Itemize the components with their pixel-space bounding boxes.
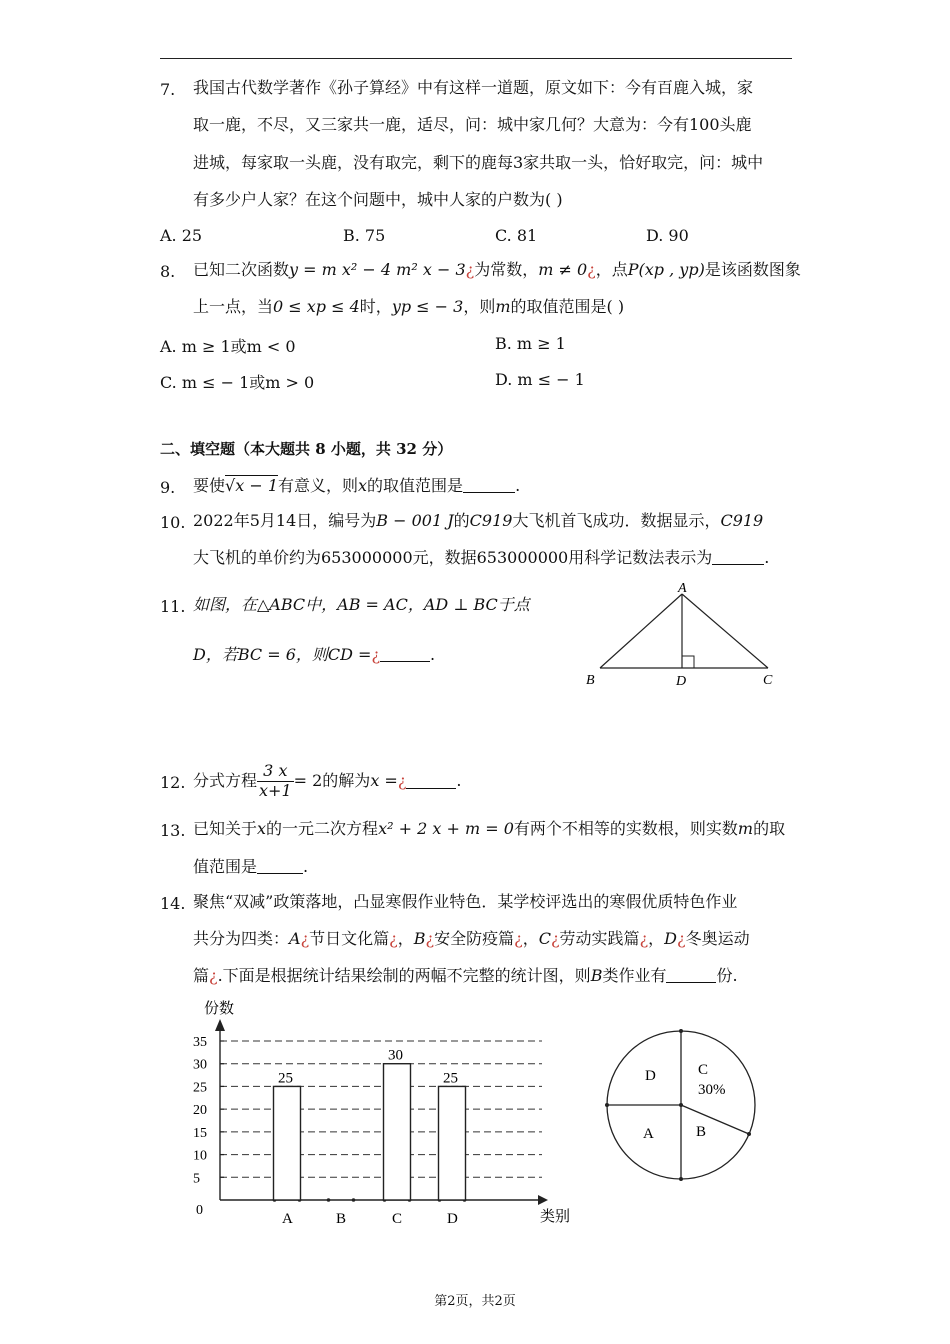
y-tick-label: 30: [193, 1057, 207, 1073]
y-tick-label: 25: [193, 1080, 207, 1096]
answer-blank[interactable]: [406, 774, 456, 789]
question-text-line: [193, 859, 308, 875]
text: 份.: [716, 966, 738, 985]
text: 的取: [753, 819, 786, 838]
variable: B: [590, 966, 603, 985]
question-text-line: [193, 478, 520, 494]
category-text: 安全防疫篇: [434, 929, 515, 948]
option-b: B. 75: [343, 226, 386, 245]
x-axis-arrow: [538, 1195, 548, 1205]
text: 值范围是: [193, 857, 258, 876]
question-number: 9.: [160, 478, 176, 497]
formula: y = m x² − 4 m² x − 3: [289, 260, 466, 279]
variable: x =: [370, 771, 398, 790]
code: B − 001 J: [376, 511, 454, 530]
question-text-line: 我国古代数学著作《孙子算经》中有这样一道题，原文如下：今有百鹿入城，家: [193, 78, 754, 97]
text: 篇: [193, 966, 210, 985]
question-text-line: [193, 550, 769, 566]
bar-value-label: 25: [278, 1070, 293, 1087]
text: 的取值范围是: [367, 476, 464, 495]
question-text-line: [193, 262, 801, 278]
text: 已知二次函数: [193, 260, 290, 279]
y-tick-label: 15: [193, 1125, 207, 1141]
question-text-line: 有多少户人家？在这个问题中，城中人家的户数为( ): [193, 190, 563, 209]
glyph-mark: ¿: [550, 929, 560, 948]
y-tick-label: 20: [193, 1103, 207, 1119]
text: 是该函数图象: [704, 260, 801, 279]
text: 有意义，则: [278, 476, 359, 495]
category-letter: B: [413, 929, 426, 948]
glyph-mark: ¿: [676, 929, 686, 948]
glyph-mark: ¿: [639, 929, 649, 948]
pie-chart: [600, 1025, 760, 1185]
page-footer: 第2页，共2页: [434, 1294, 516, 1309]
bar-D: [439, 1086, 466, 1200]
pie-divider-c-b: [681, 1105, 749, 1134]
pie-point: [679, 1103, 683, 1107]
question-text-line: [193, 513, 763, 529]
text: 分式方程: [193, 771, 258, 790]
x-tick-point: [327, 1198, 331, 1202]
condition: 0 ≤ xp ≤ 4: [273, 297, 360, 316]
question-text-line: [193, 758, 462, 804]
slice-label-a: A: [643, 1126, 654, 1142]
right-angle-mark: [682, 656, 694, 668]
text: .: [430, 645, 436, 664]
side-ab: [600, 594, 682, 668]
question-number: 8.: [160, 262, 176, 281]
text: 有两个不相等的实数根，则实数: [513, 819, 738, 838]
condition: yp ≤ − 3: [391, 297, 464, 316]
slice-percent-c: 30%: [698, 1082, 726, 1098]
pie-point: [679, 1029, 683, 1033]
option-d: D. m ≤ − 1: [495, 370, 585, 389]
category-text: 劳动实践篇: [559, 929, 640, 948]
denominator: x+1: [259, 780, 292, 800]
bar-value-label: 30: [388, 1047, 403, 1064]
question-text-line: 聚焦“双减”政策落地，凸显寒假作业特色．某学校评选出的寒假优质特色作业: [193, 892, 738, 911]
glyph-mark: ¿: [465, 260, 475, 279]
text: 已知关于: [193, 819, 258, 838]
text: 上一点，当: [193, 297, 274, 316]
pie-point: [679, 1177, 683, 1181]
text: .下面是根据统计结果绘制的两幅不完整的统计图，则: [217, 966, 591, 985]
code: C919: [469, 511, 513, 530]
question-text-line: [193, 821, 785, 837]
text: ，则: [463, 297, 496, 316]
question-number: 14.: [160, 894, 186, 913]
equation: x² + 2 x + m = 0: [378, 819, 514, 838]
y-axis-label: 份数: [204, 1001, 235, 1017]
glyph-mark: ¿: [300, 929, 310, 948]
text: 的一元二次方程: [266, 819, 379, 838]
glyph-mark: ¿: [371, 645, 381, 664]
question-number: 11.: [160, 597, 186, 616]
glyph-mark: ¿: [425, 929, 435, 948]
slice-label-d: D: [645, 1068, 656, 1084]
code: C919: [720, 511, 764, 530]
question-number: 7.: [160, 80, 176, 99]
text: 要使: [193, 476, 226, 495]
sqrt-expression: √x − 1: [225, 476, 278, 495]
option-a: A. m ≥ 1或m < 0: [160, 337, 296, 356]
label-b: B: [586, 673, 595, 688]
label-d: D: [676, 674, 687, 689]
text: 共分为四类：: [193, 929, 290, 948]
pie-point: [605, 1103, 609, 1107]
x-tick-label: C: [392, 1211, 403, 1227]
text: 类作业有: [602, 966, 667, 985]
text: 大飞机首飞成功．数据显示，: [512, 511, 721, 530]
question-text-line: 如图，在△ABC中，AB = AC，AD ⊥ BC于点: [193, 595, 530, 614]
question-text-line: [193, 647, 435, 663]
question-text-line: [193, 299, 624, 315]
text: 大飞机的单价约为653000000元，数据653000000用科学记数法表示为: [193, 548, 713, 567]
category-letter: A: [289, 929, 301, 948]
side-ac: [682, 594, 768, 668]
text: 的取值范围是( ): [510, 297, 625, 316]
bar-chart: [190, 995, 590, 1235]
text: = 2的解为: [293, 771, 371, 790]
glyph-mark: ¿: [389, 929, 398, 948]
text: ，点: [595, 260, 628, 279]
slice-label-b: B: [696, 1124, 707, 1140]
x-tick-point: [352, 1198, 356, 1202]
triangle-figure: [580, 580, 780, 690]
question-number: 12.: [160, 773, 186, 792]
condition: m ≠ 0: [538, 260, 588, 279]
question-text-line: 共分为四类：A¿节日文化篇¿，B¿安全防疫篇¿，C¿劳动实践篇¿，D¿冬奥运动: [193, 929, 750, 948]
question-number: 10.: [160, 513, 186, 532]
option-d: D. 90: [646, 226, 689, 245]
text: .: [515, 476, 521, 495]
variable: x: [358, 476, 368, 495]
category-letter: C: [538, 929, 551, 948]
answer-blank[interactable]: [666, 968, 716, 983]
option-b: B. m ≥ 1: [495, 334, 566, 353]
glyph-mark: ¿: [209, 966, 218, 985]
category-text: 冬奥运动: [685, 929, 750, 948]
x-axis-label: 类别: [540, 1209, 571, 1225]
answer-blank[interactable]: [257, 859, 303, 874]
x-tick-label: B: [336, 1211, 347, 1227]
numerator: 3 x: [257, 762, 294, 781]
text: D，若BC = 6，则CD =: [193, 645, 372, 664]
text: .: [303, 857, 309, 876]
bar-C: [384, 1064, 411, 1200]
option-a: A. 25: [160, 226, 203, 245]
bar-value-label: 25: [443, 1070, 458, 1087]
pie-point: [747, 1132, 751, 1136]
question-text-line: 进城，每家取一头鹿，没有取完，剩下的鹿每3家共取一头，恰好取完，问：城中: [193, 153, 764, 172]
point: P(xp , yp): [627, 260, 705, 279]
y-tick-label: 5: [193, 1171, 200, 1187]
y-tick-label: 0: [196, 1203, 203, 1218]
variable: x: [257, 819, 267, 838]
x-tick-label: D: [447, 1211, 458, 1227]
text: .: [764, 548, 770, 567]
text: 时，: [359, 297, 392, 316]
category-letter: D: [664, 929, 677, 948]
variable: m: [495, 297, 511, 316]
text: 的: [453, 511, 470, 530]
x-tick-label: A: [282, 1211, 293, 1227]
text: .: [456, 771, 462, 790]
option-c: C. 81: [495, 226, 538, 245]
y-axis-arrow: [215, 1019, 225, 1031]
variable: m: [737, 819, 754, 838]
category-text: 节日文化篇: [309, 929, 390, 948]
bar-A: [274, 1086, 301, 1200]
label-a: A: [678, 581, 687, 596]
glyph-mark: ¿: [397, 771, 407, 790]
answer-blank[interactable]: [463, 478, 515, 493]
question-text-line: 取一鹿，不尽，又三家共一鹿，适尽，问：城中家几何？大意为：今有100头鹿: [193, 115, 752, 134]
question-text-line: [193, 968, 738, 984]
slice-label-c: C: [698, 1062, 709, 1078]
glyph-mark: ¿: [514, 929, 523, 948]
answer-blank[interactable]: [380, 647, 430, 662]
glyph-mark: ¿: [587, 260, 596, 279]
question-number: 13.: [160, 821, 186, 840]
text: 2022年5月14日，编号为: [193, 511, 377, 530]
y-tick-label: 10: [193, 1148, 207, 1164]
text: 为常数，: [474, 260, 539, 279]
top-rule: [160, 58, 792, 59]
option-c: C. m ≤ − 1或m > 0: [160, 373, 315, 392]
y-tick-label: 35: [193, 1035, 207, 1050]
fraction: [257, 762, 294, 800]
section-title: 二、填空题（本大题共 8 小题，共 32 分）: [160, 440, 453, 458]
label-c: C: [763, 673, 773, 688]
answer-blank[interactable]: [712, 550, 764, 565]
